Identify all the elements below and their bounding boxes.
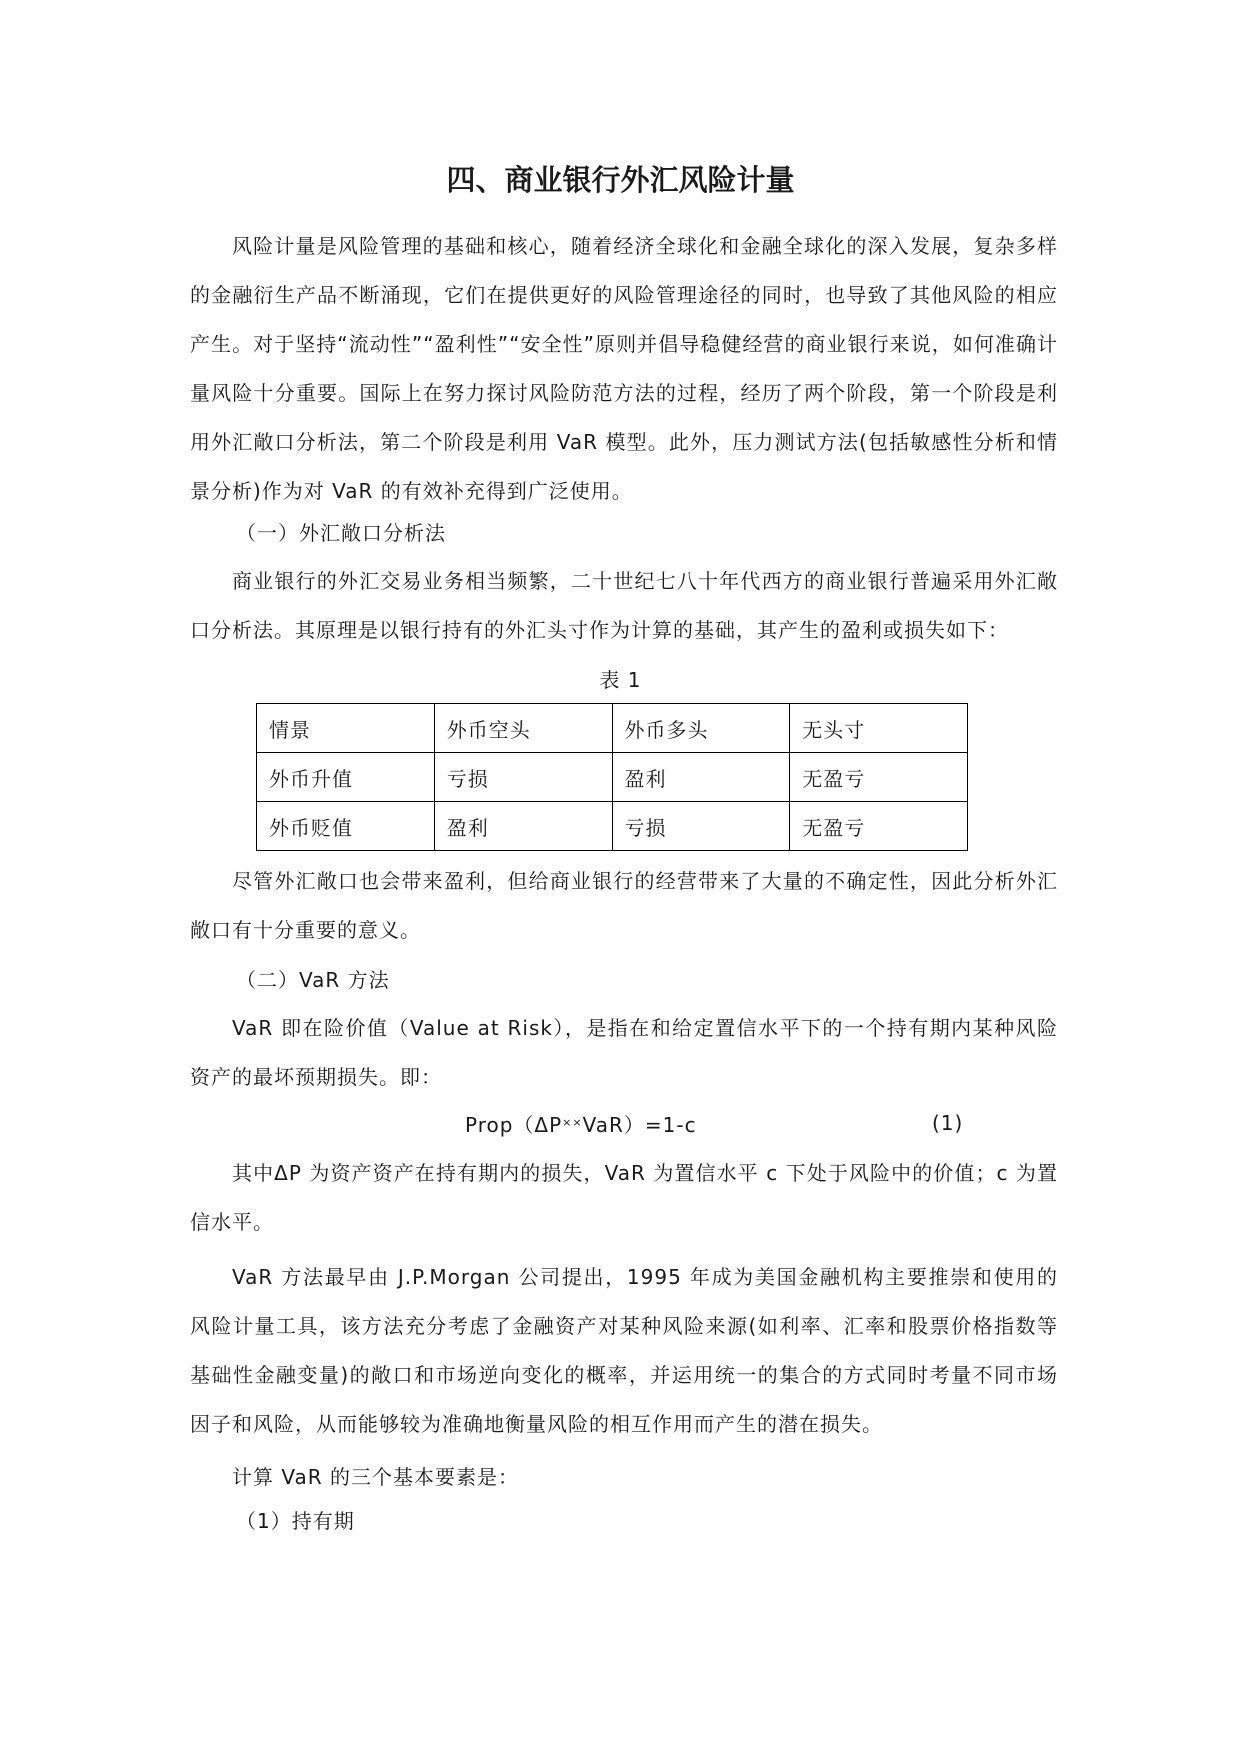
table-cell: 无盈亏 — [790, 802, 968, 851]
paragraph-var-definition: VaR 即在险价值（Value at Risk），是指在和给定置信水平下的一个持有期内某种风险资产的最坏预期损失。即： — [190, 1016, 1058, 1089]
formula-operator: ×× — [562, 1116, 583, 1129]
paragraph-var-elements: 计算 VaR 的三个基本要素是： — [232, 1465, 519, 1489]
paragraph-var-history: VaR 方法最早由 J.P.Morgan 公司提出，1995 年成为美国金融机构主要推崇和使用的风险计量工具，该方法充分考虑了金融资产对某种风险来源(如利率、汇率和股票价格指数等基础性金融变量)的敞口和市场逆向变化的概率，并运用统一的集合的方式同时考量不同市场因子和风险，从而能够较为准确地衡量风险的相互作用而产生的潜在损失。 — [190, 1265, 1058, 1436]
formula-number: (1) — [932, 1111, 964, 1135]
formula-left: Prop（ΔP — [465, 1113, 563, 1137]
table-row — [257, 802, 968, 851]
table-cell: 盈利 — [434, 802, 612, 851]
page-title: 四、商业银行外汇风险计量 — [446, 163, 795, 197]
table-header-cell: 外币空头 — [434, 704, 612, 753]
table-caption: 表 1 — [599, 668, 642, 692]
table-cell: 无盈亏 — [790, 753, 968, 802]
section-heading-var: （二）VaR 方法 — [236, 968, 390, 992]
paragraph-var-terms: 其中ΔP 为资产资产在持有期内的损失，VaR 为置信水平 c 下处于风险中的价值；c 为置信水平。 — [190, 1161, 1058, 1234]
formula-right: VaR）=1-c — [582, 1113, 697, 1137]
table-cell: 亏损 — [612, 802, 790, 851]
paragraph-intro: 风险计量是风险管理的基础和核心，随着经济全球化和金融全球化的深入发展，复杂多样的金融衍生产品不断涌现，它们在提供更好的风险管理途径的同时，也导致了其他风险的相应产生。对于坚持“流动性”“盈利性”“安全性”原则并倡导稳健经营的商业银行来说，如何准确计量风险十分重要。国际上在努力探讨风险防范方法的过程，经历了两个阶段，第一个阶段是利用外汇敞口分析法，第二个阶段是利用 VaR 模型。此外，压力测试方法(包括敏感性分析和情景分析)作为对 VaR 的有效补充得到广泛使用。 — [190, 234, 1058, 503]
table-cell: 外币贬值 — [257, 802, 435, 851]
exposure-table — [256, 703, 968, 851]
table-header-cell: 无头寸 — [790, 704, 968, 753]
list-item-holding-period: （1）持有期 — [236, 1509, 355, 1533]
table-cell: 外币升值 — [257, 753, 435, 802]
table-row — [257, 753, 968, 802]
section-heading-exposure: （一）外汇敞口分析法 — [236, 521, 446, 545]
table-header-cell: 情景 — [257, 704, 435, 753]
table-cell: 盈利 — [612, 753, 790, 802]
paragraph-exposure: 商业银行的外汇交易业务相当频繁，二十世纪七八十年代西方的商业银行普遍采用外汇敞口分析法。其原理是以银行持有的外汇头寸作为计算的基础，其产生的盈利或损失如下： — [190, 569, 1058, 642]
table-header-row — [257, 704, 968, 753]
formula — [465, 1103, 697, 1145]
paragraph-exposure-significance: 尽管外汇敞口也会带来盈利，但给商业银行的经营带来了大量的不确定性，因此分析外汇敞口有十分重要的意义。 — [190, 869, 1058, 942]
table-header-cell: 外币多头 — [612, 704, 790, 753]
table-cell: 亏损 — [434, 753, 612, 802]
